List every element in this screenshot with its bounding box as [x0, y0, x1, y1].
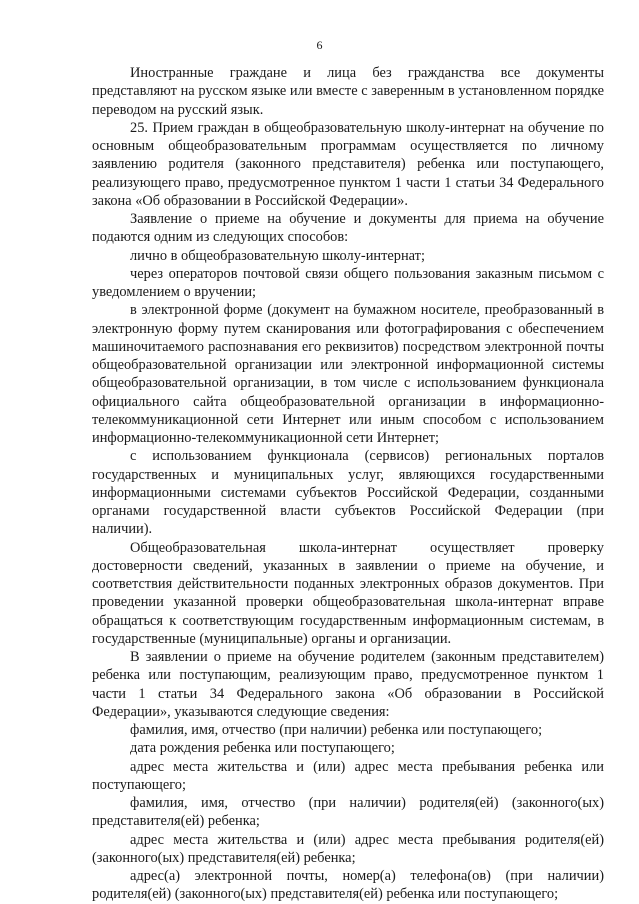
paragraph: через операторов почтовой связи общего пользования заказным письмом с уведомлением о вручении; [92, 265, 604, 300]
paragraph: лично в общеобразовательную школу-интернат; [130, 247, 425, 264]
paragraph: в электронной форме (документ на бумажном носителе, преобразованный в электронную форму путем сканирования или фотографирования с обеспечением машиночитаемого распознавания его реквизитов) посредством электронной почты общеобразовательной организации или электронной информационной системы общеобразовательной организации, в том числе с использованием функционала официального сайта общеобразовательной организации в информационно-телекоммуникационной сети Интернет или иным способом с использованием информационно-телекоммуникационной сети Интернет; [92, 302, 604, 446]
document-body [92, 64, 604, 904]
paragraph: Общеобразовательная школа-интернат осуществляет проверку достоверности сведений, указанных в заявлении о приеме на обучение, и соответствия действительности поданных электронных образов документов. При проведении указанной проверки общеобразовательная школа-интернат вправе обращаться к соответствующим государственным информационным системам, в государственные (муниципальные) органы и организации. [92, 539, 604, 647]
paragraph: фамилия, имя, отчество (при наличии) родителя(ей) (законного(ых) представителя(ей) ребенка; [92, 795, 604, 830]
paragraph: 25. Прием граждан в общеобразовательную школу-интернат на обучение по основным общеобразовательным программам осуществляется по личному заявлению родителя (законного представителя) ребенка или поступающего, реализующего право, предусмотренное пунктом 1 части 1 статьи 34 Федерального закона «Об образовании в Российской Федерации». [92, 119, 604, 209]
paragraph: адрес(а) электронной почты, номер(а) телефона(ов) (при наличии) родителя(ей) (законного(ых) представителя(ей) ребенка или поступающего; [92, 868, 604, 903]
paragraph: Заявление о приеме на обучение и документы для приема на обучение подаются одним из следующих способов: [92, 211, 604, 246]
paragraph: адрес места жительства и (или) адрес места пребывания родителя(ей) (законного(ых) представителя(ей) ребенка; [92, 831, 604, 866]
paragraph: с использованием функционала (сервисов) региональных порталов государственных и муниципальных услуг, являющихся государственными информационными системами субъектов Российской Федерации, созданными органами государственной власти субъектов Российской Федерации (при наличии). [92, 448, 604, 538]
paragraph: фамилия, имя, отчество (при наличии) ребенка или поступающего; [130, 722, 543, 738]
paragraph: В заявлении о приеме на обучение родителем (законным представителем) ребенка или поступающим, реализующим право, предусмотренное пунктом 1 части 1 статьи 34 Федерального закона «Об образовании в Российской Федерации», указываются следующие сведения: [92, 649, 604, 720]
page-number: 6 [316, 38, 323, 52]
paragraph: адрес места жительства и (или) адрес места пребывания ребенка или поступающего; [92, 758, 604, 793]
paragraph: дата рождения ребенка или поступающего; [130, 740, 395, 757]
paragraph: Иностранные граждане и лица без гражданства все документы представляют на русском языке или вместе с заверенным в установленном порядке переводом на русский язык. [92, 65, 604, 118]
